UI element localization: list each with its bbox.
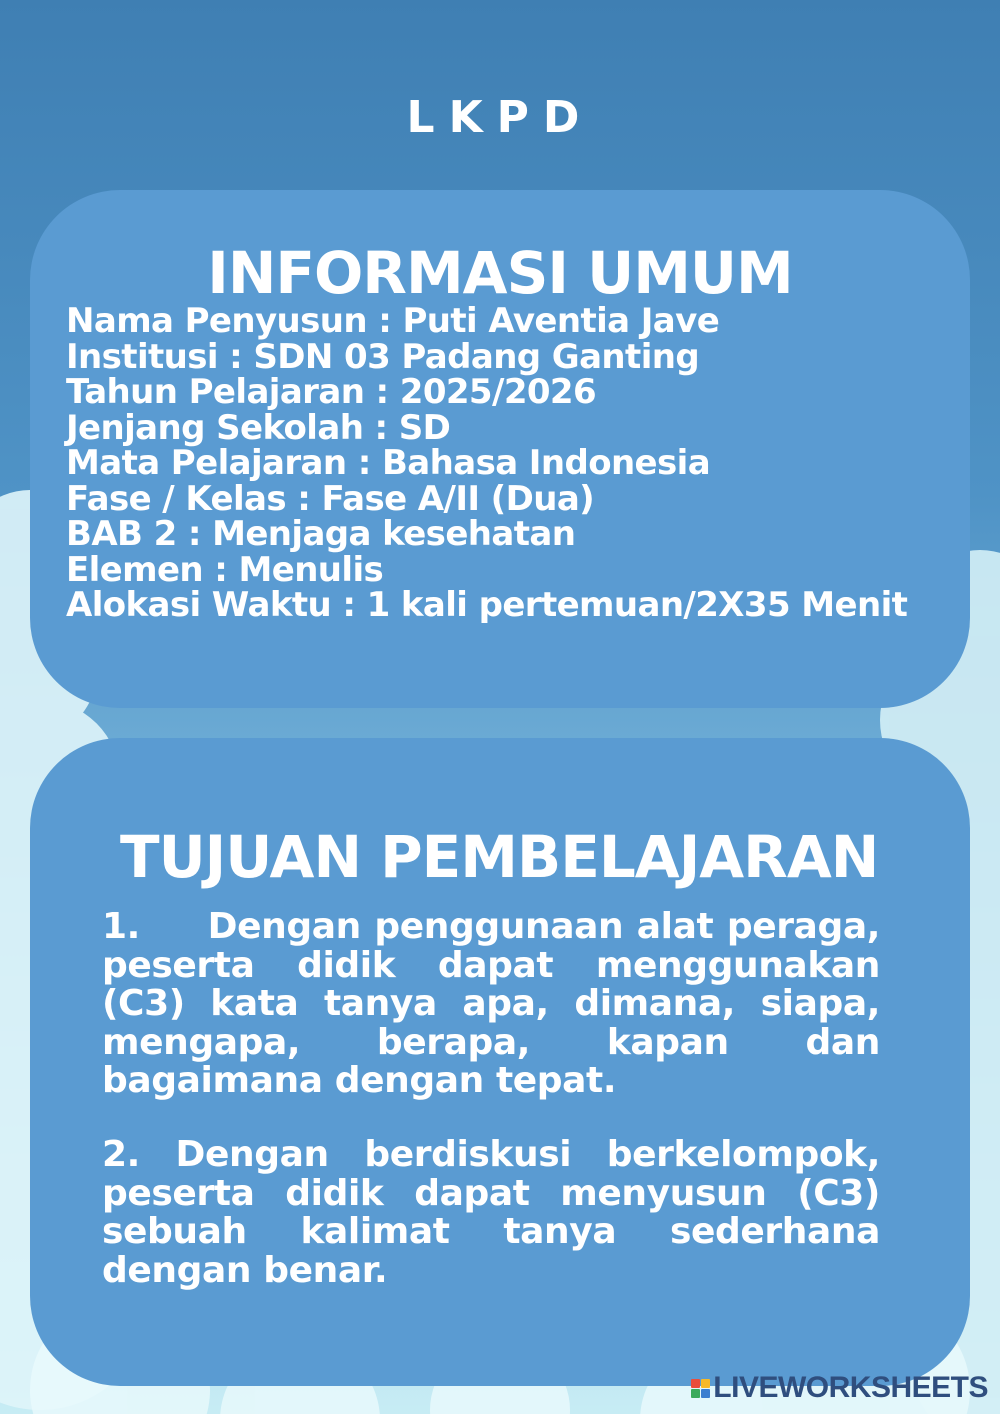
info-school-level: Jenjang Sekolah : SD: [66, 407, 451, 448]
liveworksheets-watermark-link[interactable]: [691, 1370, 988, 1406]
info-element: Elemen : Menulis: [66, 549, 384, 590]
logo-square-green: [691, 1389, 700, 1398]
info-card: [30, 190, 970, 708]
liveworksheets-logo-icon: [691, 1379, 710, 1398]
info-institution: Institusi : SDN 03 Padang Ganting: [66, 336, 700, 377]
goals-heading: TUJUAN PEMBELAJARAN: [120, 822, 879, 891]
document-title: LKPD: [406, 92, 594, 143]
info-author: Nama Penyusun : Puti Aventia Jave: [66, 301, 720, 341]
logo-square-yellow: [701, 1379, 710, 1388]
info-subject: Mata Pelajaran : Bahasa Indonesia: [66, 443, 711, 483]
logo-square-red: [691, 1379, 700, 1388]
info-school-year: Tahun Pelajaran : 2025/2026: [66, 372, 597, 412]
info-chapter: BAB 2 : Menjaga kesehatan: [66, 514, 576, 554]
info-phase-class: Fase / Kelas : Fase A/II (Dua): [66, 478, 595, 519]
logo-square-blue: [701, 1389, 710, 1398]
watermark-text: LIVEWORKSHEETS: [713, 1371, 988, 1404]
info-time-allocation: Alokasi Waktu : 1 kali pertemuan/2X35 Menit: [66, 585, 908, 625]
goals-card: [30, 738, 970, 1386]
info-heading: INFORMASI UMUM: [207, 238, 793, 307]
goal-item-2: 2. Dengan berdiskusi berkelompok, peserta didik dapat menyusun (C3) sebuah kalimat tanya sederhana dengan benar.: [102, 1134, 880, 1291]
goal-item-1: 1. Dengan penggunaan alat peraga, peserta didik dapat menggunakan (C3) kata tanya apa, dimana, siapa, mengapa, berapa, kapan dan bagaimana dengan tepat.: [102, 906, 893, 1101]
info-list: [66, 301, 908, 625]
